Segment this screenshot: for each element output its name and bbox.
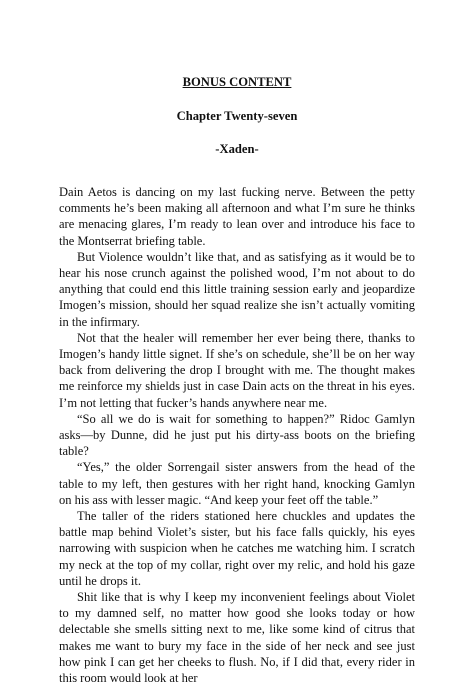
paragraph-7: Shit like that is why I keep my inconvenient feelings about Violet to my damned self, no matter how good she looks today or how delectable she smells sitting next to me, like some kind of citrus that makes me want to bury my face in the side of her neck and see just how pink I can get her cheeks to flush. No, if I did that, every rider in this room would look at her [59,590,415,686]
paragraph-3: Not that the healer will remember her ever being there, thanks to Imogen’s handy little signet. If she’s on schedule, she’ll be on her way back from delivering the drop I brought with me. The thought makes me reinforce my shields just in case Dain acts on the threat in his eyes. I’m not letting that fucker’s hands anywhere near me. [59,330,415,410]
document-page [59,70,415,686]
bonus-content-title: BONUS CONTENT [182,75,292,89]
chapter-title: Chapter Twenty-seven [176,109,298,123]
paragraph-2: But Violence wouldn’t like that, and as satisfying as it would be to hear his nose crunch against the polished wood, I’m not about to do anything that could end this little training session early and jeopardize Imogen’s mission, should her squad realize she isn’t actually vomiting in the infirmary. [59,249,415,329]
chapter-body [59,184,415,686]
paragraph-5: “Yes,” the older Sorrengail sister answers from the head of the table to my left, then gestures with her right hand, knocking Gamlyn on his ass with lesser magic. “And keep your feet off the table.” [59,460,415,507]
paragraph-6: The taller of the riders stationed here chuckles and updates the battle map behind Violet’s sister, but his face falls quickly, his eyes narrowing with suspicion when he catches me watching him. I scratch my neck at the top of my collar, right over my relic, and hold his gaze until he drops it. [59,509,415,588]
paragraph-1: Dain Aetos is dancing on my last fucking nerve. Between the petty comments he’s been making all afternoon and what I’m sure he thinks are menacing glares, I’m ready to lean over and introduce his face to the Montserrat briefing table. [59,185,415,248]
paragraph-4: “So all we do is wait for something to happen?” Ridoc Gamlyn asks—by Dunne, did he just put his dirty-ass boots on the briefing table? [59,411,415,459]
pov-title: -Xaden- [215,142,259,156]
